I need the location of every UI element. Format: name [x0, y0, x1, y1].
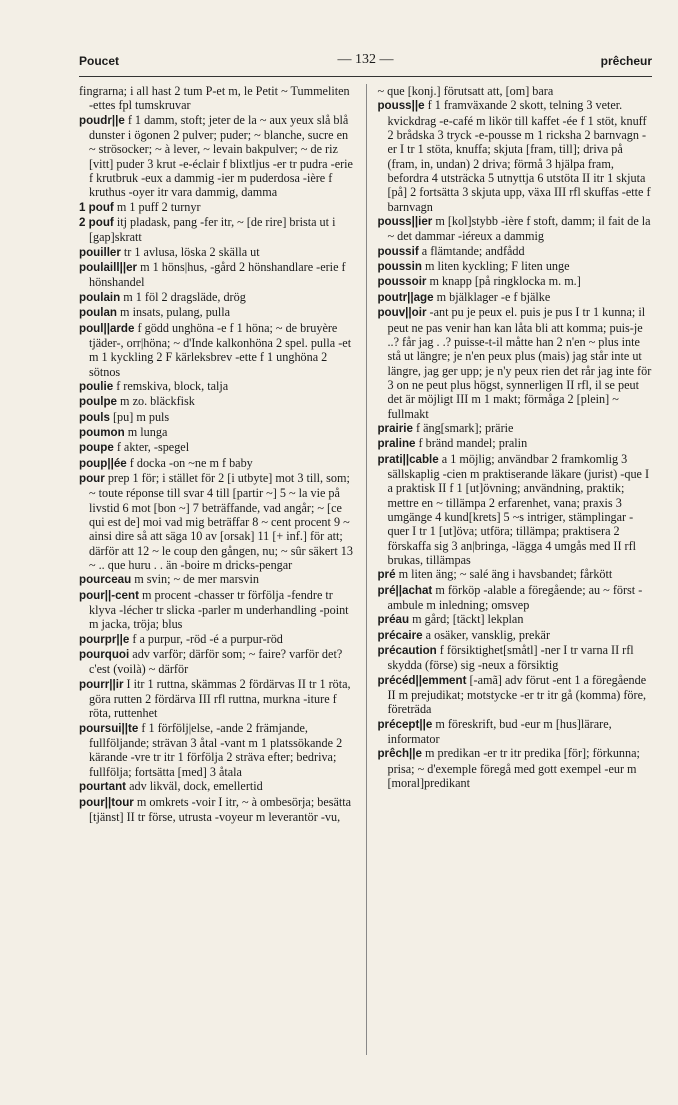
- dictionary-entry: [79, 394, 354, 409]
- entry-headword: poup||ée: [79, 456, 127, 470]
- entry-definition: f bränd mandel; pralin: [415, 436, 528, 451]
- entry-headword: poumon: [79, 425, 125, 439]
- page-number: — 132 —: [337, 52, 394, 67]
- dictionary-entry: [377, 673, 652, 717]
- entry-headword: pré||achat: [377, 583, 433, 597]
- entry-headword: pré: [377, 568, 396, 582]
- entry-headword: poulpe: [79, 395, 117, 409]
- entry-definition: m föreskrift, bud -eur m [hus]lärare, informator: [387, 716, 612, 747]
- dictionary-entry: [79, 588, 354, 632]
- entry-headword: 1 pouf: [79, 200, 114, 214]
- entry-definition: f docka -on ~ne m f baby: [126, 455, 253, 470]
- entry-definition: m procent -chasser tr förfölja -fendre tr klyva -lécher tr slicka -parler m underhandling -point m jacka, tröja; blus: [89, 587, 349, 632]
- dictionary-entry: [79, 779, 354, 794]
- entry-headword: poupe: [79, 441, 114, 455]
- entry-definition: m 1 höns|hus, -gård 2 hönshandlare -erie f hönshandel: [89, 260, 346, 290]
- entry-headword: prêch||e: [377, 747, 422, 761]
- entry-headword: poudr||e: [79, 113, 125, 127]
- entry-headword: 2 pouf: [79, 216, 114, 230]
- entry-headword: pourceau: [79, 573, 132, 587]
- entry-definition: prep 1 för; i stället för 2 [i utbyte] mot 3 till, som; ~ toute réponse till svar 4 till [partir ~] 5 ~ la vie på livstid 6 mot [bon ~] 7 beträffande, vad angår; ~ [ce qui est de] moi vad mig beträffar 8 ~ cent procent 9 ~ ainsi dire så att säga 10 av [orsak] 11 [+ inf.] för att; därför att 12 ~ le coup den gången, nu; ~ sûr säkert 13 ~ .. que huru . . än -boire m dricks-pengar: [89, 470, 353, 572]
- dictionary-entry: [79, 721, 354, 779]
- dictionary-entry: [377, 259, 652, 274]
- entry-headword: précéd||emment: [377, 673, 467, 687]
- dictionary-entry: [377, 98, 652, 214]
- entry-definition: tr 1 avlusa, löska 2 skälla ut: [120, 244, 260, 259]
- entry-headword: pouiller: [79, 245, 121, 259]
- dictionary-entry: [79, 572, 354, 587]
- entry-definition: m liten kyckling; F liten unge: [421, 259, 570, 274]
- dictionary-entry: [377, 436, 652, 451]
- entry-definition: f a purpur, -röd -é a purpur-röd: [129, 631, 283, 646]
- entry-definition: m [kol]stybb -ière f stoft, damm; il fait de la ~ det dammar -iéreux a dammig: [387, 214, 651, 244]
- entry-definition: f remskiva, block, talja: [113, 378, 229, 393]
- entry-definition: [pu] m puls: [109, 409, 170, 424]
- entry-definition: f 1 framväxande 2 skott, telning 3 veter. kvickdrag -e-café m likör till kaffet -ée f 1 stöt, knuff 2 brådska 3 tryck -e-pousse m 1 ricksha 2 barnvagn -er I tr 1 stöta, knuffa; skjuta [fram, till]; driva på (fram, in, undan) 2 driva; förmå 3 hjälpa fram, befordra 4 utsträcka 5 utnyttja 6 utstöta II itr 1 skjuta [på] 2 fortsätta 3 skjuta upp, växa III rfl skuffas -ette f barnvagn: [387, 98, 651, 214]
- entry-headword: préau: [377, 613, 410, 627]
- dictionary-entry: [377, 583, 652, 613]
- entry-headword: précaire: [377, 628, 423, 642]
- dictionary-entry: [377, 628, 652, 643]
- entry-headword: pour||-cent: [79, 588, 139, 602]
- entry-headword: praline: [377, 437, 416, 451]
- page-header: [79, 50, 652, 72]
- dictionary-entry: [79, 795, 354, 825]
- entry-headword: poulaill||er: [79, 261, 138, 275]
- entry-headword: pourquoi: [79, 648, 130, 662]
- dictionary-entry: [377, 567, 652, 582]
- entry-definition: m svin; ~ de mer marsvin: [131, 572, 259, 587]
- entry-headword: poussif: [377, 244, 419, 258]
- entry-headword: pouss||ier: [377, 215, 433, 229]
- entry-definition: m predikan -er tr itr predika [för]; förkunna; prisa; ~ d'exemple föregå med gott exempel -eur m [moral]predikant: [387, 746, 640, 791]
- dictionary-entry: [377, 746, 652, 790]
- entry-headword: poul||arde: [79, 321, 135, 335]
- dictionary-entry: [79, 379, 354, 394]
- entry-definition: a osäker, vansklig, prekär: [422, 627, 551, 642]
- entry-definition: itj pladask, pang -fer itr, ~ [de rire] brista ut i [gap]skratt: [89, 215, 336, 245]
- entry-definition: m insats, pulang, pulla: [117, 305, 231, 320]
- entry-headword: pourpr||e: [79, 632, 130, 646]
- entry-definition: [-amã] adv förut -ent 1 a föregående II m prejudikat; motstycke -er tr itr gå (komma) före, företräda: [387, 672, 647, 717]
- dictionary-entry: [377, 643, 652, 673]
- entry-definition: f gödd unghöna -e f 1 höna; ~ de bruyère tjäder-, orr|höna; ~ d'Inde kalkonhöna 2 spel. pulla -et m 1 kyckling 2 F kärleksbrev -ette f 1 unghöna 2 sötnos: [89, 320, 352, 379]
- dictionary-entry: [377, 214, 652, 244]
- dictionary-entry: [377, 290, 652, 305]
- entry-headword: poulain: [79, 290, 121, 304]
- entry-definition: f 1 förfölj|else, -ande 2 främjande, fullföljande; strävan 3 åtal -vant m 1 platssökande 2 kärande -vre tr itr 1 förfölja 2 sträva efter; bedriva; fullfölja; fortsätta [med] 3 åtala: [89, 720, 343, 779]
- entry-headword: pourtant: [79, 780, 127, 794]
- column-divider: [366, 84, 367, 1055]
- dictionary-entry: [79, 200, 354, 215]
- entry-headword: pouls: [79, 410, 110, 424]
- entry-headword: poulie: [79, 379, 114, 393]
- entry-definition: a flämtande; andfådd: [418, 243, 525, 258]
- entry-definition: m zo. bläckfisk: [117, 394, 195, 409]
- entry-definition: m förköp -alable a föregående; au ~ först -ambule m inledning; omsvep: [387, 582, 643, 613]
- dictionary-entry: [377, 244, 652, 259]
- header-first-word: Poucet: [79, 54, 120, 68]
- dictionary-entry: [377, 717, 652, 747]
- entry-headword: poussin: [377, 260, 422, 274]
- dictionary-entry: [79, 113, 354, 200]
- dictionary-entry: [79, 456, 354, 471]
- entry-definition: adv likväl, dock, emellertid: [126, 779, 263, 794]
- entry-headword: poutr||age: [377, 290, 434, 304]
- dictionary-columns: [79, 84, 652, 1055]
- entry-headword: pouss||e: [377, 99, 425, 113]
- dictionary-entry: [79, 215, 354, 245]
- entry-headword: prati||cable: [377, 452, 439, 466]
- entry-definition: m knapp [på ringklocka m. m.]: [426, 274, 581, 289]
- entry-headword: précaution: [377, 644, 437, 658]
- dictionary-entry: [79, 321, 354, 379]
- entry-definition: m 1 puff 2 turnyr: [113, 199, 201, 214]
- dictionary-entry: [377, 421, 652, 436]
- entry-definition: f äng[smark]; prärie: [412, 420, 514, 435]
- dictionary-entry: [79, 425, 354, 440]
- entry-headword: pour: [79, 471, 105, 485]
- entry-definition: I itr 1 ruttna, skämmas 2 fördärvas II tr 1 röta, göra rutten 2 fördärva III rfl ruttna, murkna -iture f röta, ruttenhet: [89, 676, 351, 721]
- dictionary-entry: [377, 612, 652, 627]
- entry-definition: adv varför; därför som; ~ faire? varför det? c'est (voilà) ~ därför: [89, 647, 343, 677]
- header-last-word: prêcheur: [600, 54, 652, 68]
- entry-headword: poulan: [79, 306, 117, 320]
- dictionary-entry: [377, 274, 652, 289]
- dictionary-entry: [79, 647, 354, 677]
- left-column: [79, 84, 354, 1055]
- entry-definition: fingrarna; i all hast 2 tum P-et m, le Petit ~ Tummeliten -ettes fpl tumskruvar: [79, 84, 350, 113]
- entry-definition: -ant pu je peux el. puis je pus I tr 1 kunna; il peut ne pas venir han kan låta bli att komma; puis-je ..? får jag . .? puisse-t-il måtte han 2 n'en ~ plus inte stå ut längre; je n'en peux plus (mais) jag står inte ut längre, jag ger upp; je n'y peux rien det rår jag inte för 3 on ne peut plus högst, synnerligen II rfl, il se peut det är möjligt III m 1 makt; förmåga 2 [plein] ~ fullmakt: [387, 305, 652, 421]
- entry-definition: m bjälklager -e f bjälke: [433, 289, 551, 304]
- dictionary-entry: [79, 260, 354, 290]
- dictionary-entry: [79, 632, 354, 647]
- entry-definition: m gård; [täckt] lekplan: [409, 612, 524, 627]
- dictionary-entry: [79, 305, 354, 320]
- dictionary-entry: [79, 290, 354, 305]
- entry-headword: précept||e: [377, 717, 433, 731]
- dictionary-entry: [79, 471, 354, 572]
- dictionary-entry: [377, 452, 652, 568]
- entry-definition: f 1 damm, stoft; jeter de la ~ aux yeux slå blå dunster i ögonen 2 pulver; puder; ~ blanche, sucre en ~ strösocker; ~ à lever, ~ levain bakpulver; ~ de riz [vitt] puder 3 krut -e-éclair f blixtljus -er tr pudra -erie f krutbruk -eux a dammig -ier m puderdosa -ière f kruthus -oyer itr vara dammig, damma: [89, 112, 353, 200]
- entry-definition: ~ que [konj.] förutsatt att, [om] bara: [377, 84, 554, 98]
- entry-definition: f akter, -spegel: [113, 440, 190, 455]
- header-rule: [79, 76, 652, 77]
- entry-headword: pour||tour: [79, 795, 134, 809]
- entry-headword: poussoir: [377, 275, 427, 289]
- entry-headword: prairie: [377, 421, 413, 435]
- dictionary-entry: [377, 84, 652, 98]
- entry-definition: m lunga: [124, 424, 168, 439]
- entry-definition: a 1 möjlig; användbar 2 framkomlig 3 sällskaplig -cien m praktiserande läkare (jurist) -que I a praktisk II f 1 [ut]övning; användning, praktik; mettre en ~ tillämpa 2 erfarenhet, vana; praxis 3 umgänge 4 kund[krets] 5 ~s intriger, stämplingar -quer I tr 1 [ut]öva; utföra; tillämpa; praktisera 2 förskaffa sig 3 an|bringa, -lägga 4 umgås med II rfl brukas, tillämpas: [387, 451, 650, 567]
- entry-definition: f försiktighet[småtl] -ner I tr varna II rfl skydda (förse) sig -neux a försiktig: [387, 643, 634, 673]
- dictionary-entry: [79, 410, 354, 425]
- entry-definition: m 1 föl 2 dragsläde, drög: [120, 289, 246, 304]
- entry-headword: pourr||ir: [79, 677, 124, 691]
- right-column: [377, 84, 652, 1055]
- entry-headword: poursui||te: [79, 721, 139, 735]
- dictionary-entry: [79, 84, 354, 113]
- dictionary-entry: [79, 245, 354, 260]
- dictionary-entry: [377, 305, 652, 421]
- entry-definition: m omkrets -voir I itr, ~ à ombesörja; besätta [tjänst] II tr förse, utrusta -voyeur m leverantör -vu,: [89, 794, 352, 824]
- entry-headword: pouv||oir: [377, 306, 427, 320]
- entry-definition: m liten äng; ~ salé äng i havsbandet; fårkött: [395, 567, 613, 582]
- dictionary-entry: [79, 440, 354, 455]
- dictionary-entry: [79, 677, 354, 721]
